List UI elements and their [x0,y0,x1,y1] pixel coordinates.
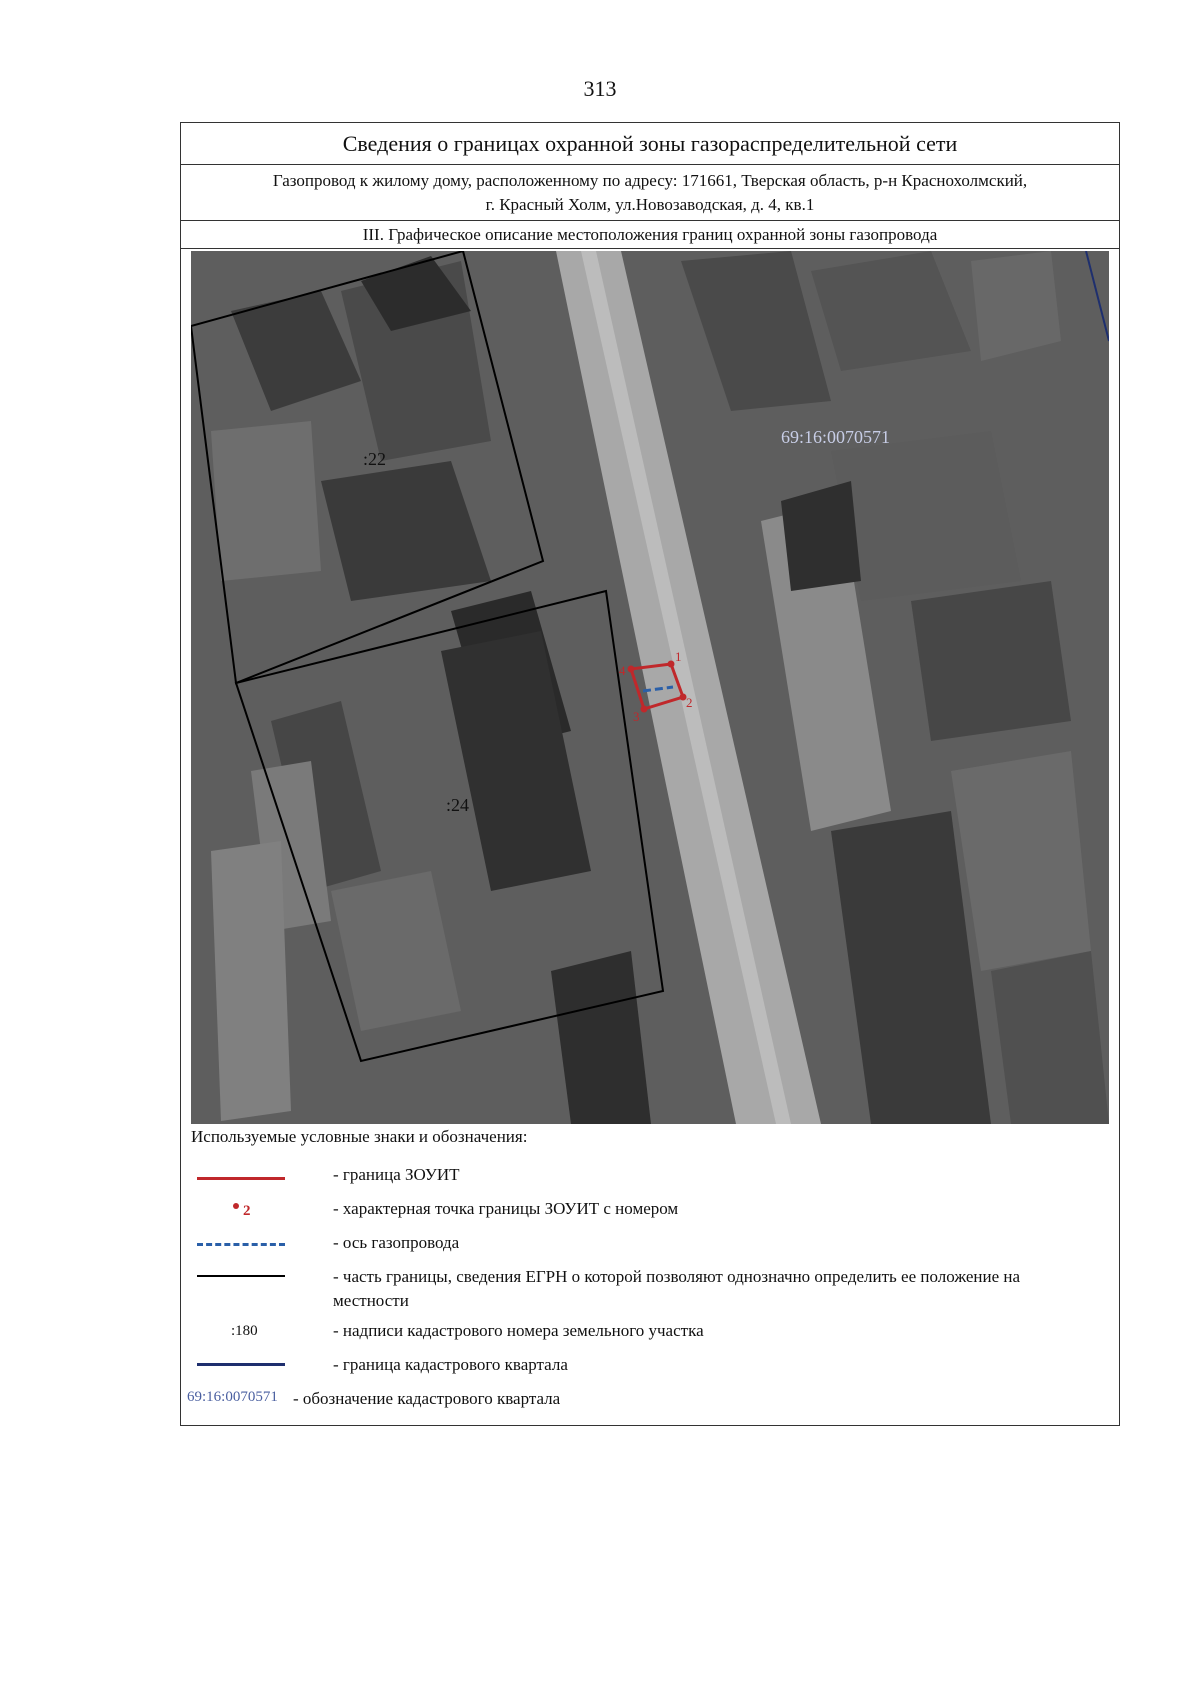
legend-text: - характерная точка границы ЗОУИТ с номером [333,1199,679,1218]
legend-text: - граница кадастрового квартала [333,1355,568,1374]
zouit-point-4 [628,666,635,673]
zouit-overlay [191,251,1109,1124]
object-line-2: г. Красный Холм, ул.Новозаводская, д. 4, кв.1 [485,195,815,214]
object-line-1: Газопровод к жилому дому, расположенному по адресу: 171661, Тверская область, р-н Краснохолмский, [272,171,1028,190]
quarter-label-symbol: 69:16:0070571 [187,1389,278,1405]
section-title: III. Графическое описание местоположения границ охранной зоны газопровода [181,221,1119,249]
zouit-point-label: 2 [686,695,693,710]
zouit-border [631,664,683,709]
legend-text: - граница ЗОУИТ [333,1165,460,1184]
aerial-map [191,251,1109,1124]
zouit-point-1 [668,661,675,668]
black-line-symbol [187,1265,287,1295]
legend-text: - обозначение кадастрового квартала [293,1389,561,1408]
legend-text: - ось газопровода [333,1233,460,1252]
zouit-point-3 [641,706,648,713]
quarter-label: 69:16:0070571 [781,427,891,447]
parcel-label-24: :24 [446,795,470,815]
legend-text: - надписи кадастрового номера земельного участка [333,1321,704,1340]
parcel-label-symbol: :180 [231,1323,258,1339]
parcel-label-22: :22 [363,449,387,469]
object-description [181,165,1119,221]
document-title: Сведения о границах охранной зоны газораспределительной сети [181,123,1119,165]
legend-text: - часть границы, сведения ЕГРН о которой позволяют однозначно определить ее положение на местности [333,1267,1021,1310]
zouit-point-label: 4 [619,663,626,678]
legend-title: Используемые условные знаки и обозначения: [191,1127,528,1146]
zouit-point-label: 3 [633,709,640,724]
blue-dashed-line-symbol [187,1231,287,1261]
page-number: 313 [583,76,617,101]
navy-line-symbol [187,1353,287,1383]
red-line-symbol [187,1169,287,1199]
red-point-symbol: 2 [187,1197,287,1227]
document-frame [180,122,1120,1426]
pipeline-axis [643,687,673,691]
zouit-point-label: 1 [675,649,682,664]
